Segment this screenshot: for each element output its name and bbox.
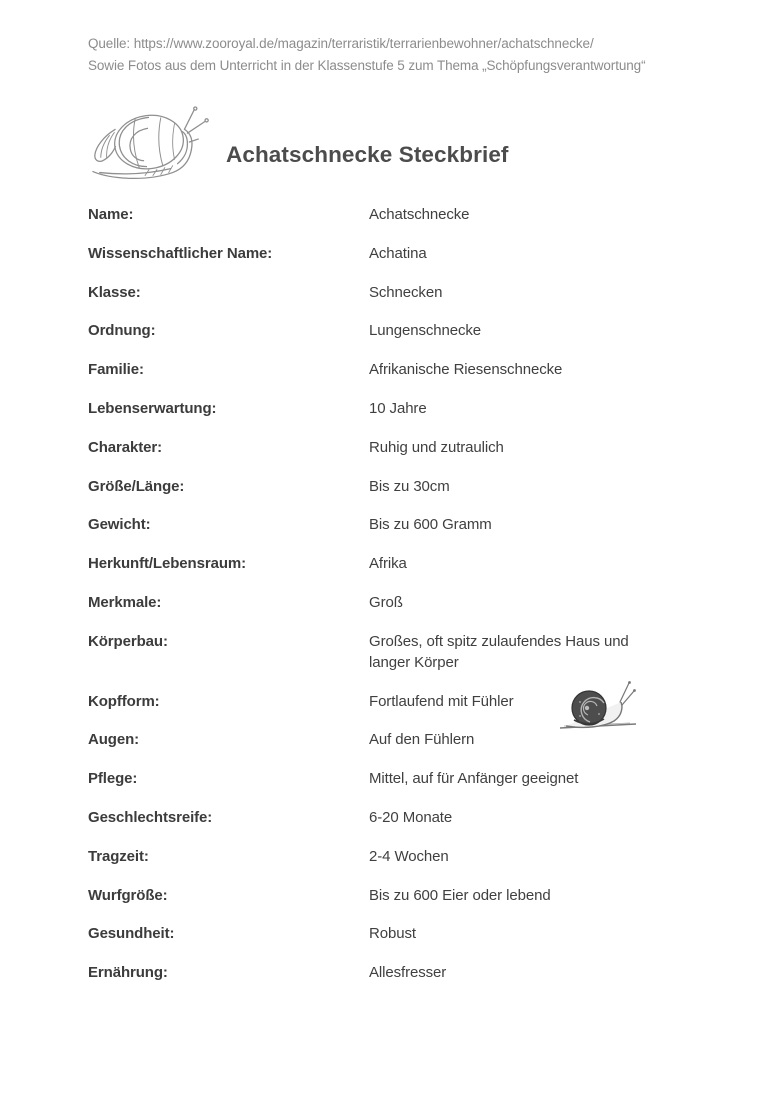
- source-line-1: Quelle: https://www.zooroyal.de/magazin/terraristik/terrarienbewohner/achatschnecke/: [88, 36, 594, 51]
- fact-value: Auf den Fühlern: [369, 731, 475, 749]
- fact-row: [88, 768, 728, 789]
- snail-line-art-icon: [86, 100, 214, 188]
- fact-value: Allesfresser: [369, 964, 447, 982]
- fact-value: Fortlaufend mit Fühler: [369, 692, 514, 710]
- fact-row: [88, 243, 728, 264]
- fact-value: 6-20 Monate: [369, 808, 453, 826]
- fact-value: Bis zu 30cm: [369, 477, 450, 495]
- fact-value: Ruhig und zutraulich: [369, 438, 504, 456]
- fact-table: [88, 204, 728, 983]
- page-title: Achatschnecke Steckbrief: [226, 142, 509, 167]
- source-line-2: Sowie Fotos aus dem Unterricht in der Klassenstufe 5 zum Thema „Schöpfungsverantwortung“: [88, 57, 646, 73]
- fact-row: [88, 923, 728, 944]
- fact-value: Achatina: [369, 244, 427, 262]
- fact-label: Gesundheit:: [88, 925, 175, 943]
- fact-value: Achatschnecke: [369, 206, 470, 223]
- fact-label: Name:: [88, 206, 134, 223]
- fact-label: Tragzeit:: [88, 847, 149, 865]
- fact-value: 2-4 Wochen: [369, 847, 449, 865]
- fact-label: Merkmale:: [88, 593, 162, 611]
- fact-value: Schnecken: [369, 283, 443, 301]
- fact-label: Körperbau:: [88, 632, 168, 650]
- fact-label: Wurfgröße:: [88, 886, 168, 904]
- snail-photo-icon: [556, 678, 640, 734]
- fact-row: [88, 398, 728, 419]
- fact-row: [88, 553, 728, 574]
- fact-label: Geschlechtsreife:: [88, 808, 213, 826]
- fact-row: [88, 631, 728, 673]
- fact-row: [88, 514, 728, 535]
- fact-value: Afrikanische Riesenschnecke: [369, 361, 563, 379]
- fact-row: [88, 807, 728, 828]
- fact-row: [88, 204, 728, 225]
- fact-row: [88, 592, 728, 613]
- fact-label: Ernährung:: [88, 964, 168, 982]
- fact-label: Klasse:: [88, 283, 141, 301]
- fact-row: [88, 282, 728, 303]
- fact-row: [88, 846, 728, 867]
- fact-row: [88, 359, 728, 380]
- fact-row: [88, 476, 728, 497]
- fact-label: Augen:: [88, 731, 140, 749]
- fact-value: Bis zu 600 Gramm: [369, 516, 492, 534]
- fact-label: Größe/Länge:: [88, 477, 185, 495]
- fact-label: Ordnung:: [88, 322, 156, 340]
- header: [86, 100, 509, 188]
- fact-label: Familie:: [88, 361, 144, 379]
- fact-label: Wissenschaftlicher Name:: [88, 244, 273, 262]
- fact-row: [88, 962, 728, 983]
- fact-value: Lungenschnecke: [369, 322, 482, 340]
- fact-row: [88, 885, 728, 906]
- fact-label: Herkunft/Lebensraum:: [88, 555, 247, 573]
- fact-value: 10 Jahre: [369, 399, 427, 417]
- source-note: [88, 33, 645, 76]
- fact-value: Bis zu 600 Eier oder lebend: [369, 886, 551, 904]
- fact-value: Groß: [369, 593, 403, 611]
- fact-value: Afrika: [369, 555, 407, 573]
- fact-label: Gewicht:: [88, 516, 151, 534]
- fact-row: [88, 437, 728, 458]
- fact-value: Robust: [369, 925, 416, 943]
- fact-label: Pflege:: [88, 770, 138, 788]
- fact-label: Lebenserwartung:: [88, 399, 217, 417]
- fact-row: [88, 320, 728, 341]
- fact-value: Großes, oft spitz zulaufendes Haus und langer Körper: [369, 632, 629, 671]
- fact-label: Kopfform:: [88, 692, 160, 710]
- fact-label: Charakter:: [88, 438, 163, 456]
- fact-value: Mittel, auf für Anfänger geeignet: [369, 770, 579, 788]
